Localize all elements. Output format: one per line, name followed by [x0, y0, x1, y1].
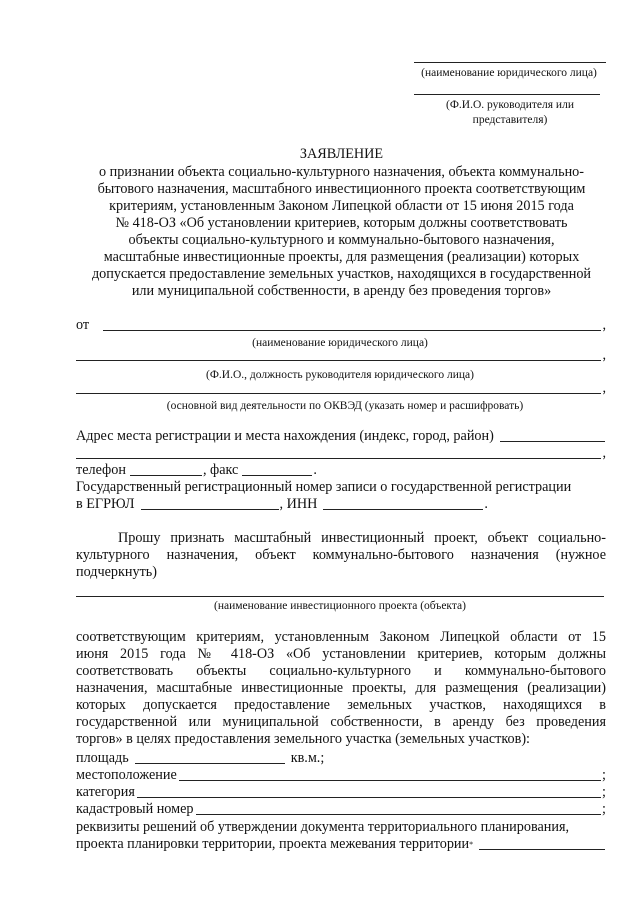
- reg-line: Государственный регистрационный номер записи о государственной регистрации: [76, 479, 572, 495]
- address-field-1[interactable]: [500, 429, 605, 442]
- applicant-fio-field[interactable]: [76, 348, 601, 361]
- request-line-1: Прошу признать масштабный инвестиционный проект, объект социально-: [118, 530, 606, 546]
- body-line-3: соответствовать объекты социально-культурного и коммунально-бытового: [76, 663, 606, 679]
- from-label: от: [76, 317, 90, 333]
- okved-comma: ,: [602, 380, 606, 396]
- title-line-6: масштабные инвестиционные проекты, для размещения (реализации) которых: [103, 249, 580, 265]
- body-line-7: торгов» в целях предоставления земельного участка (земельных участков):: [76, 731, 530, 747]
- title-line-7: допускается предоставление земельных участков, находящихся в государственной: [91, 266, 592, 282]
- requisites-line-1: реквизиты решений об утверждении документа территориального планирования,: [76, 819, 570, 835]
- fio-row: [76, 347, 606, 364]
- cadastral-row: [76, 801, 606, 818]
- org-name-caption: (наименование юридического лица): [421, 67, 597, 79]
- project-name-caption: (наименование инвестиционного проекта (объекта): [214, 600, 466, 612]
- body-line-4: назначения, масштабные инвестиционные проекты, для размещения (реализации): [76, 680, 606, 696]
- cadastral-label: кадастровый номер: [76, 801, 194, 817]
- area-label: площадь: [76, 750, 129, 766]
- phone-label: телефон: [76, 462, 126, 478]
- footnote-mark: *: [469, 840, 474, 849]
- body-line-1: соответствующим критериям, установленным Законом Липецкой области от 15: [76, 629, 606, 645]
- applicant-org-caption: (наименование юридического лица): [252, 337, 428, 349]
- document-title: ЗАЯВЛЕНИЕ: [299, 146, 384, 162]
- requisites-row-2: [76, 836, 606, 853]
- location-label: местоположение: [76, 767, 177, 783]
- head-fio-caption-2: представителя): [472, 114, 548, 126]
- body-line-6: государственной или муниципальной собственности, в аренду без проведения: [76, 714, 606, 730]
- area-field[interactable]: [135, 751, 285, 764]
- address-field-2[interactable]: [76, 446, 601, 459]
- title-line-3: критериям, установленным Законом Липецкой области от 15 июня 2015 года: [109, 198, 574, 214]
- category-semicolon: ;: [602, 784, 606, 800]
- applicant-name-field[interactable]: [103, 318, 601, 331]
- address-label: Адрес места регистрации и места нахождения (индекс, город, район): [76, 428, 494, 444]
- body-line-2: июня 2015 года № 418-ОЗ «Об установлении критериев, которым должны: [76, 646, 606, 662]
- okved-field[interactable]: [76, 381, 601, 394]
- address-row-2: [76, 445, 606, 462]
- head-fio-caption: (Ф.И.О. руководителя или: [446, 99, 574, 111]
- applicant-fio-caption: (Ф.И.О., должность руководителя юридического лица): [206, 369, 474, 381]
- title-line-2: бытового назначения, масштабного инвестиционного проекта соответствующим: [97, 181, 586, 197]
- title-line-8: или муниципальной собственности, в аренду без проведения торгов»: [131, 283, 552, 299]
- requisites-line-2: проекта планировки территории, проекта межевания территории: [76, 836, 470, 852]
- phone-field[interactable]: [130, 463, 202, 476]
- inn-period: .: [484, 496, 488, 512]
- location-semicolon: ;: [602, 767, 606, 783]
- cadastral-semicolon: ;: [602, 801, 606, 817]
- fax-label: , факс: [202, 462, 239, 478]
- egrul-row: [76, 496, 488, 513]
- category-field[interactable]: [137, 785, 601, 798]
- cadastral-field[interactable]: [196, 802, 602, 815]
- egrul-label: в ЕГРЮЛ: [76, 496, 135, 512]
- inn-label: , ИНН: [279, 496, 318, 512]
- inn-field[interactable]: [323, 497, 483, 510]
- okved-caption: (основной вид деятельности по ОКВЭД (указать номер и расшифровать): [166, 400, 524, 412]
- category-row: [76, 784, 606, 801]
- from-row: [76, 317, 606, 334]
- project-name-field[interactable]: [76, 596, 604, 597]
- body-line-5: которых допускается предоставление земельных участков, находящихся в: [76, 697, 606, 713]
- egrul-field[interactable]: [141, 497, 279, 510]
- title-line-4: № 418-ОЗ «Об установлении критериев, которым должны соответствовать: [115, 215, 568, 231]
- from-comma: ,: [602, 317, 606, 333]
- area-unit: кв.м.;: [290, 750, 325, 766]
- location-field[interactable]: [179, 768, 601, 781]
- requisites-field[interactable]: [479, 837, 605, 850]
- phone-row: [76, 462, 317, 479]
- request-line-2: культурного назначения, объект коммунально-бытового назначения (нужное: [76, 547, 606, 563]
- address-comma: ,: [602, 445, 606, 461]
- phone-period: .: [313, 462, 317, 478]
- fax-field[interactable]: [242, 463, 312, 476]
- location-row: [76, 767, 606, 784]
- head-fio-line[interactable]: [414, 94, 600, 95]
- title-line-5: объекты социально-культурного и коммунально-бытового назначения,: [128, 232, 555, 248]
- category-label: категория: [76, 784, 135, 800]
- request-line-3: подчеркнуть): [76, 564, 157, 580]
- area-row: [76, 750, 324, 767]
- address-row: [76, 428, 606, 445]
- org-name-line[interactable]: [414, 62, 606, 63]
- fio-comma: ,: [602, 347, 606, 363]
- okved-row: [76, 380, 606, 397]
- title-line-1: о признании объекта социально-культурного назначения, объекта коммунально-: [99, 164, 584, 180]
